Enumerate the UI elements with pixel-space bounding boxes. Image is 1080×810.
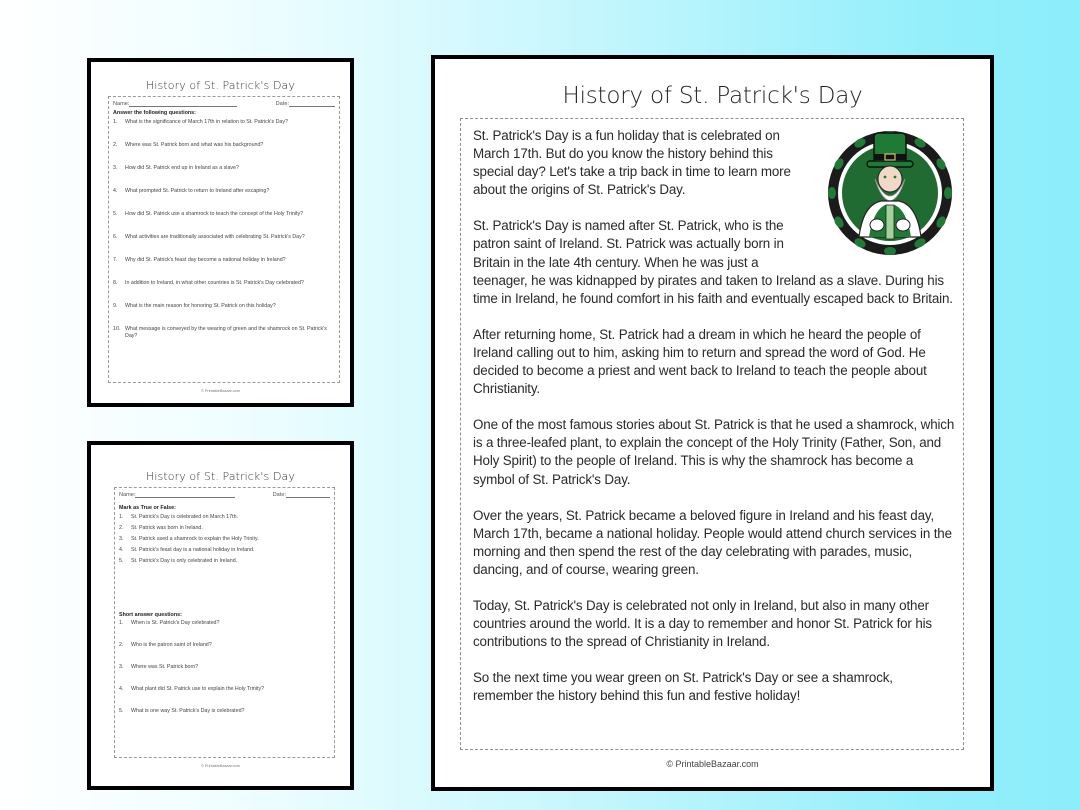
- item-text: St. Patrick's feast day is a national holiday in Ireland.: [131, 547, 255, 553]
- paragraph: One of the most famous stories about St. Patrick is that he used a shamrock, which is a three-leafed plant, to explain the concept of the Holy Trinity (Father, Son, and Holy Spirit) to the people of Ireland. This is why the shamrock has become a symbol of St. Patrick's Day.: [473, 417, 955, 487]
- list-item: [109, 257, 339, 264]
- worksheet-footer: © PrintableBazaar.com: [201, 764, 240, 768]
- list-item: [109, 234, 339, 241]
- st-patrick-emblem-icon: [823, 127, 957, 257]
- passage-dashed-box: [460, 118, 964, 750]
- item-number: 3.: [119, 536, 124, 542]
- item-number: 5.: [113, 211, 118, 217]
- list-item: [115, 514, 334, 521]
- item-number: 7.: [113, 257, 118, 263]
- name-label: Name:: [113, 101, 130, 107]
- true-false-list: [115, 514, 334, 565]
- worksheet-title: History of St. Patrick's Day: [146, 79, 295, 92]
- item-number: 1.: [119, 619, 124, 626]
- name-date-row: [109, 97, 339, 107]
- item-text: What is the significance of March 17th in relation to St. Patrick's Day?: [125, 119, 288, 125]
- item-number: 9.: [113, 303, 118, 309]
- item-number: 8.: [113, 280, 118, 286]
- list-item: [109, 142, 339, 149]
- page-footer: © PrintableBazaar.com: [666, 759, 759, 769]
- list-item: [115, 558, 334, 565]
- item-text: What is one way St. Patrick's Day is celebrated?: [131, 707, 245, 714]
- paragraph: St. Patrick's Day is named after St. Patrick, who is the patron saint of Ireland. St. Patrick was actually born in Britain in the late 4th century. When he was just a teenager, he was kidnapped by pirates and taken to Ireland as a slave. During his time in Ireland, he found comfort in his faith and eventually escaped back to Britain.: [473, 218, 953, 306]
- item-text: What message is conveyed by the wearing of green and the shamrock on St. Patrick's Day?: [125, 326, 327, 339]
- name-line: [129, 102, 237, 107]
- paragraph: Today, St. Patrick's Day is celebrated not only in Ireland, but also in many other countries around the world. It is a day to remember and honor St. Patrick for his contributions to the spread of Christianity in Ireland.: [473, 597, 932, 650]
- paragraph: Over the years, St. Patrick became a beloved figure in Ireland and his feast day, March 17th, became a national holiday. People would attend church services in the morning and then spend the rest of the day celebrating with parades, music, dancing, and of course, wearing green.: [473, 507, 952, 577]
- name-label: Name:: [119, 492, 136, 498]
- item-number: 10.: [113, 326, 121, 332]
- list-item: [109, 119, 339, 126]
- date-line: [289, 102, 335, 107]
- list-item: [109, 188, 339, 195]
- short-answer-heading: Short answer questions:: [119, 611, 182, 618]
- item-text: St. Patrick used a shamrock to explain the Holy Trinity.: [131, 536, 259, 542]
- item-number: 3.: [119, 663, 124, 670]
- item-text: In addition to Ireland, in what other countries is St. Patrick's Day celebrated?: [125, 280, 304, 286]
- item-text: How did St. Patrick end up in Ireland as a slave?: [125, 165, 239, 171]
- list-item: [109, 165, 339, 172]
- list-item: [115, 525, 334, 532]
- item-number: 2.: [119, 525, 124, 531]
- paragraph: St. Patrick's Day is a fun holiday that is celebrated on March 17th. But do you know the history behind this special day? Let's take a trip back in time to learn more about the origins of St. Patrick's Day.: [473, 128, 791, 198]
- item-number: 6.: [113, 234, 118, 240]
- worksheet-title: History of St. Patrick's Day: [146, 470, 295, 483]
- question-list: [109, 119, 339, 339]
- item-text: What is the main reason for honoring St. Patrick on this holiday?: [125, 303, 276, 309]
- worksheet-questions-preview: [87, 58, 354, 407]
- worksheet-footer: © PrintableBazaar.com: [201, 389, 240, 393]
- date-label: Date:: [275, 101, 289, 107]
- item-number: 1.: [119, 514, 124, 520]
- short-answer-list: [115, 620, 334, 715]
- section-heading: Answer the following questions:: [113, 110, 196, 116]
- list-item: [109, 326, 339, 339]
- page-title: History of St. Patrick's Day: [562, 83, 863, 109]
- passage-body: [473, 127, 955, 723]
- worksheet-dashed-box: [114, 487, 335, 758]
- worksheet-true-false-preview: [87, 441, 354, 790]
- item-text: St. Patrick was born in Ireland.: [131, 525, 203, 531]
- item-number: 4.: [113, 188, 118, 194]
- list-item: [109, 280, 339, 287]
- list-item: [115, 708, 334, 715]
- tf-heading: Mark as True or False:: [119, 505, 176, 511]
- name-line: [135, 493, 235, 498]
- item-text: Who is the patron saint of Ireland?: [131, 641, 212, 648]
- paragraph: After returning home, St. Patrick had a dream in which he heard the people of Ireland calling out to him, asking him to return and spread the word of God. He decided to become a priest and went back to Ireland to teach the people about Christianity.: [473, 326, 927, 397]
- item-number: 5.: [119, 558, 124, 564]
- item-text: Where was St. Patrick born and what was his background?: [125, 142, 264, 148]
- list-item: [109, 211, 339, 218]
- item-text: St. Patrick's Day is celebrated on March 17th.: [131, 514, 238, 520]
- item-number: 2.: [119, 641, 124, 648]
- list-item: [109, 303, 339, 310]
- name-date-row: [115, 488, 334, 498]
- item-number: 4.: [119, 685, 124, 692]
- item-number: 5.: [119, 707, 124, 714]
- item-text: What activities are traditionally associated with celebrating St. Patrick's Day?: [125, 234, 305, 240]
- date-line: [286, 493, 330, 498]
- reading-passage-page: [431, 55, 994, 791]
- list-item: [115, 642, 334, 649]
- worksheet-dashed-box: [108, 96, 340, 383]
- item-text: What plant did St. Patrick use to explain the Holy Trinity?: [131, 685, 265, 692]
- item-text: St. Patrick's Day is only celebrated in Ireland.: [131, 558, 238, 564]
- item-text: How did St. Patrick use a shamrock to teach the concept of the Holy Trinity?: [125, 211, 304, 217]
- item-text: When is St. Patrick's Day celebrated?: [131, 619, 220, 626]
- item-number: 1.: [113, 119, 118, 125]
- list-item: [115, 536, 334, 543]
- list-item: [115, 547, 334, 554]
- item-number: 3.: [113, 165, 118, 171]
- item-text: Why did St. Patrick's feast day become a national holiday in Ireland?: [125, 257, 286, 263]
- list-item: [115, 620, 334, 627]
- list-item: [115, 664, 334, 671]
- paragraph: So the next time you wear green on St. Patrick's Day or see a shamrock, remember the history behind this fun and festive holiday!: [473, 670, 893, 704]
- item-text: What prompted St. Patrick to return to Ireland after escaping?: [125, 188, 270, 194]
- item-number: 2.: [113, 142, 118, 148]
- item-text: Where was St. Patrick born?: [131, 663, 199, 670]
- item-number: 4.: [119, 547, 124, 553]
- date-label: Date:: [272, 492, 286, 498]
- list-item: [115, 686, 334, 693]
